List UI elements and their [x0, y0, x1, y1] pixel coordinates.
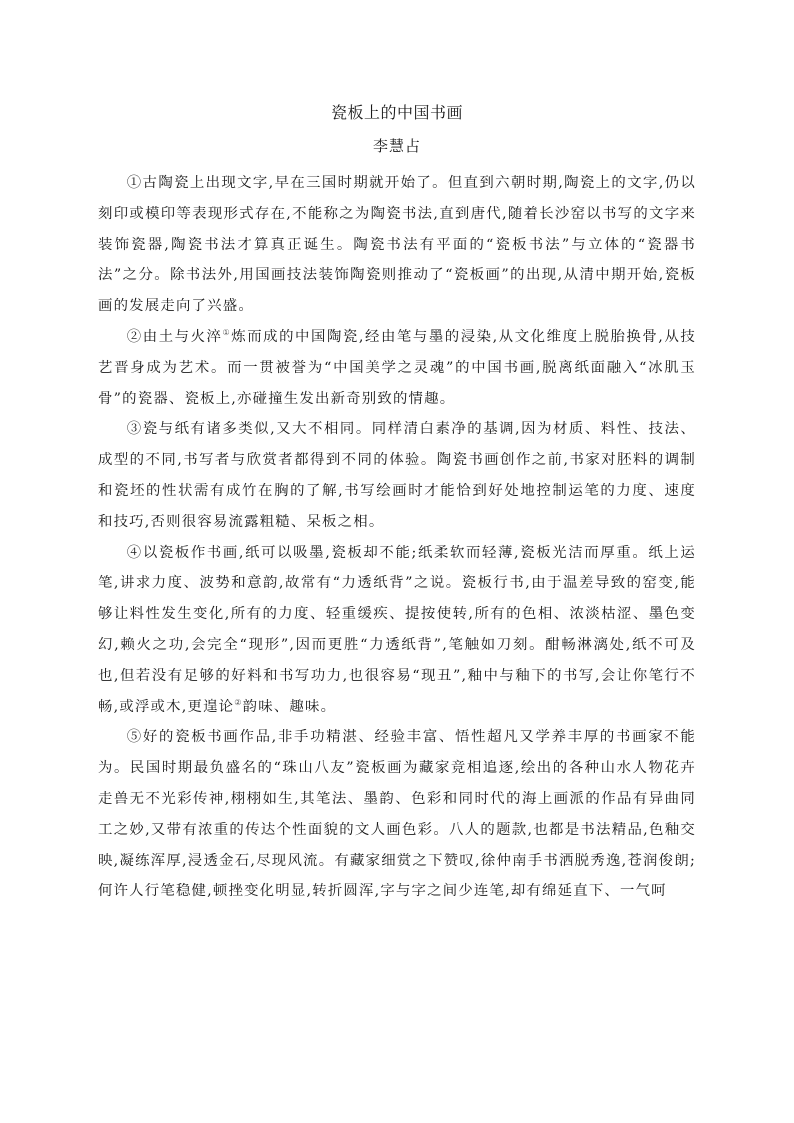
paragraph-1: ①古陶瓷上出现文字,早在三国时期就开始了。但直到六朝时期,陶瓷上的文字,仍以刻印或模印等表现形式存在,不能称之为陶瓷书法,直到唐代,随着长沙窑以书写的文字来装饰瓷器,陶瓷书法才算真正诞生。陶瓷书法有平面的“瓷板书法”与立体的“瓷器书法”之分。除书法外,用国画技法装饰陶瓷则推动了“瓷板画”的出现,从清中期开始,瓷板画的发展走向了兴盛。 — [98, 175, 696, 315]
paragraph-4 — [98, 538, 696, 723]
paragraph-2 — [98, 322, 696, 414]
document-author: 李慧占 — [372, 137, 421, 155]
footnote-marker-2: ② — [234, 697, 243, 707]
paragraph-4-text-a: ④以瓷板作书画,纸可以吸墨,瓷板却不能;纸柔软而轻薄,瓷板光洁而厚重。纸上运笔,讲求力度、波势和意韵,故常有“力透纸背”之说。瓷板行书,由于温差导致的窑变,能够让料性发生变化,所有的力度、轻重缓疾、提按使转,所有的色相、浓淡枯涩、墨色变幻,赖火之功,会完全“现形”,因而更胜“力透纸背”,笔触如刀刻。酣畅淋漓处,纸不可及也,但若没有足够的好料和书写功力,也很容易“现丑”,釉中与釉下的书写,会让你笔行不畅,或浮或木,更遑论 — [98, 544, 696, 715]
paragraph-2-text-a: ②由土与火淬 — [126, 328, 223, 345]
footnote-marker-1: ① — [222, 328, 232, 338]
paragraph-2-text-b: 炼而成的中国陶瓷,经由笔与墨的浸染,从文化维度上脱胎换骨,从技艺晋身成为艺术。而一贯被誉为“中国美学之灵魂”的中国书画,脱离纸面融入“冰肌玉骨”的瓷器、瓷板上,亦碰撞生发出新奇别致的情趣。 — [98, 328, 696, 407]
paragraph-5: ⑤好的瓷板书画作品,非手功精湛、经验丰富、悟性超凡又学养丰厚的书画家不能为。民国时期最负盛名的“珠山八友”瓷板画为藏家竞相追逐,绘出的各种山水人物花卉走兽无不光彩传神,栩栩如生,其笔法、墨韵、色彩和同时代的海上画派的作品有异曲同工之妙,又带有浓重的传达个性面貌的文人画色彩。八人的题款,也都是书法精品,色釉交映,凝练浑厚,浸透金石,尽现风流。有藏家细赏之下赞叹,徐仲南手书洒脱秀逸,苍润俊朗;何许人行笔稳健,顿挫变化明显,转折圆浑,字与字之间少连笔,却有绵延直下、一气呵 — [98, 729, 696, 900]
paragraph-3: ③瓷与纸有诸多类似,又大不相同。同样清白素净的基调,因为材质、料性、技法、成型的不同,书写者与欣赏者都得到不同的体验。陶瓷书画创作之前,书家对胚料的调制和瓷坯的性状需有成竹在胸的了解,书写绘画时才能恰到好处地控制运笔的力度、速度和技巧,否则很容易流露粗糙、呆板之相。 — [98, 421, 696, 530]
paragraph-4-text-b: 韵味、趣味。 — [242, 698, 337, 715]
document-title: 瓷板上的中国书画 — [330, 103, 463, 122]
